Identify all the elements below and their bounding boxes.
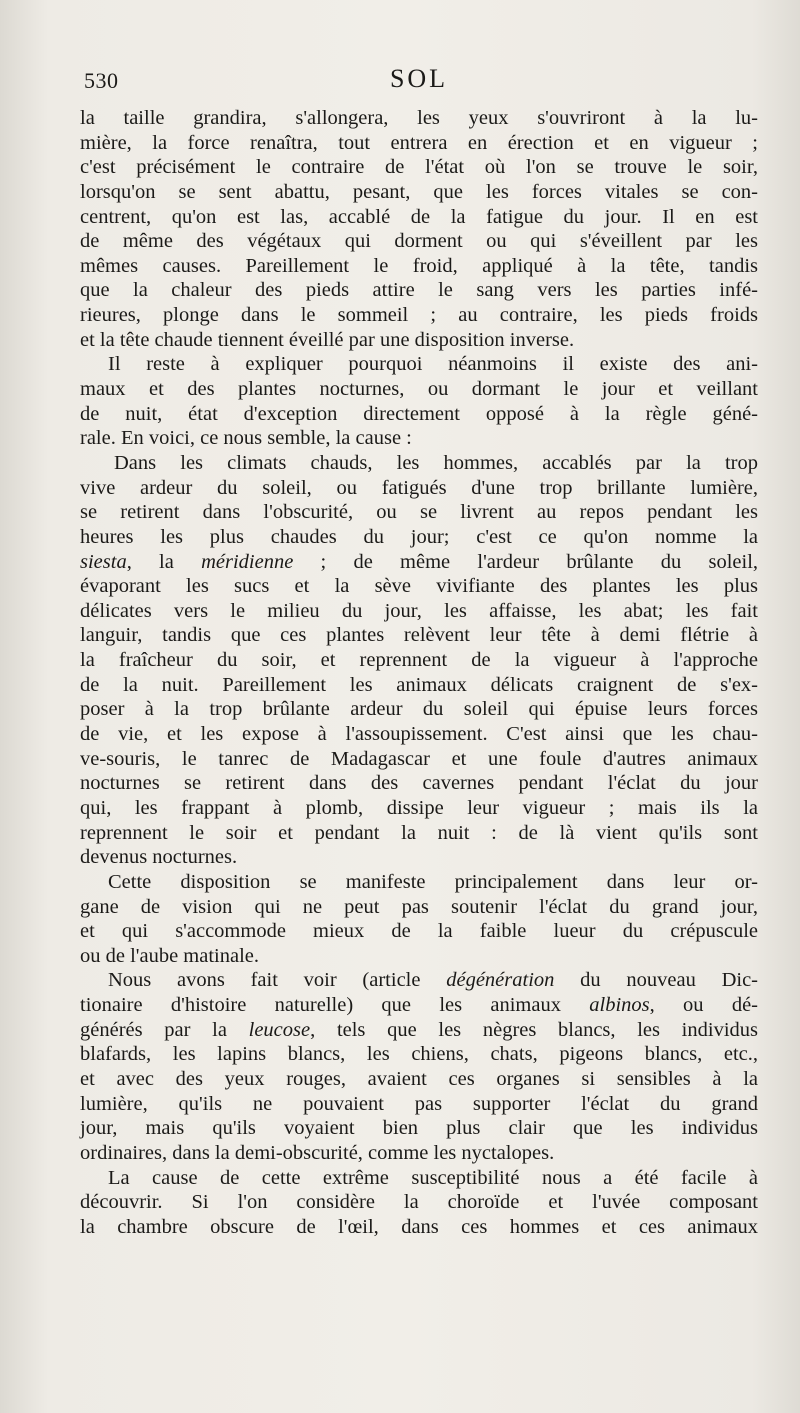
text-line: gane de vision qui ne peut pas soutenir l'éclat du grand jour,: [80, 895, 758, 918]
text-line-italic-mixed: [80, 1018, 758, 1043]
text-line: qui, les frappant à plomb, dissipe leur vigueur ; mais ils la: [80, 796, 758, 819]
running-head: [84, 64, 754, 100]
text-line: et avec des yeux rouges, avaient ces organes si sensibles à la: [80, 1067, 758, 1090]
italic-term: méridienne: [201, 550, 294, 573]
text-line: mêmes causes. Pareillement le froid, appliqué à la tête, tandis: [80, 254, 758, 277]
text-segment: générés par la: [80, 1018, 249, 1041]
text-line: de vie, et les expose à l'assoupissement. C'est ainsi que les chau-: [80, 723, 758, 746]
text-line: heures les plus chaudes du jour; c'est ce qu'on nomme la: [80, 525, 758, 548]
text-line: maux et des plantes nocturnes, ou dormant le jour et veillant: [80, 378, 758, 401]
text-line: lumière, qu'ils ne pouvaient pas supporter l'éclat du grand: [80, 1092, 758, 1115]
text-line: centrent, qu'on est las, accablé de la fatigue du jour. Il en est: [80, 205, 758, 228]
text-line: découvrir. Si l'on considère la choroïde et l'uvée composant: [80, 1191, 758, 1214]
text-segment: Nous avons fait voir (article: [108, 969, 447, 992]
text-line: reprennent le soir et pendant la nuit : de là vient qu'ils sont: [80, 821, 758, 844]
text-line: nocturnes se retirent dans des cavernes pendant l'éclat du jour: [80, 772, 758, 795]
italic-term: albinos: [589, 994, 650, 1017]
text-line: de la nuit. Pareillement les animaux délicats craignent de s'ex-: [80, 673, 758, 696]
text-line: la taille grandira, s'allongera, les yeux s'ouvriront à la lu-: [80, 107, 758, 129]
text-segment: , tels que les nègres blancs, les individus: [310, 1018, 758, 1041]
text-line: évaporant les sucs et la sève vivifiante des plantes les plus: [80, 575, 758, 598]
text-line: c'est précisément le contraire de l'état où l'on se trouve le soir,: [80, 156, 758, 179]
text-line: et la tête chaude tiennent éveillé par une disposition inverse.: [80, 328, 575, 351]
text-line: Dans les climats chauds, les hommes, accablés par la trop: [114, 451, 758, 474]
text-line: ou de l'aube matinale.: [80, 944, 260, 967]
section-title: SOL: [389, 64, 449, 93]
text-line: se retirent dans l'obscurité, ou se livrent au repos pendant les: [80, 501, 758, 524]
italic-term: siesta: [80, 550, 127, 573]
text-line: ordinaires, dans la demi-obscurité, comme les nyctalopes.: [80, 1141, 555, 1164]
text-line: ve-souris, le tanrec de Madagascar et une foule d'autres animaux: [80, 747, 758, 770]
text-line: rale. En voici, ce nous semble, la cause :: [80, 427, 412, 450]
text-line: blafards, les lapins blancs, les chiens, chats, pigeons blancs, etc.,: [80, 1043, 758, 1066]
italic-term: leucose: [248, 1018, 311, 1041]
text-line: la fraîcheur du soir, et reprennent de la vigueur à l'approche: [80, 649, 758, 672]
text-segment: , ou dé-: [649, 994, 758, 1017]
text-line: la chambre obscure de l'œil, dans ces hommes et ces animaux: [80, 1215, 758, 1238]
text-line: et qui s'accommode mieux de la faible lueur du crépuscule: [80, 920, 758, 943]
text-segment: , la: [126, 550, 202, 573]
body-text: [80, 106, 758, 1239]
text-line-italic-mixed: [80, 968, 758, 993]
italic-term: dégénération: [446, 969, 555, 992]
text-line: de nuit, état d'exception directement opposé à la règle géné-: [80, 402, 758, 425]
text-line-italic-mixed: [80, 993, 758, 1018]
text-segment: tionaire d'histoire naturelle) que les animaux: [80, 994, 590, 1017]
text-line: rieures, plonge dans le sommeil ; au contraire, les pieds froids: [80, 304, 758, 327]
text-line: poser à la trop brûlante ardeur du soleil qui épuise leurs forces: [80, 698, 758, 721]
text-line: devenus nocturnes.: [80, 846, 238, 869]
text-line: jour, mais qu'ils voyaient bien plus clair que les individus: [80, 1117, 758, 1140]
text-line: Cette disposition se manifeste principalement dans leur or-: [108, 870, 758, 893]
text-line: La cause de cette extrême susceptibilité nous a été facile à: [108, 1166, 758, 1189]
text-line-italic-mixed: [80, 550, 758, 575]
text-segment: ; de même l'ardeur brûlante du soleil,: [293, 550, 759, 573]
text-line: délicates vers le milieu du jour, les affaisse, les abat; les fait: [80, 599, 758, 622]
text-line: Il reste à expliquer pourquoi néanmoins il existe des ani-: [108, 353, 758, 376]
text-line: que la chaleur des pieds attire le sang vers les parties infé-: [80, 279, 758, 302]
page-number: 530: [84, 68, 119, 93]
text-segment: du nouveau Dic-: [554, 969, 759, 992]
text-line: de même des végétaux qui dorment ou qui s'éveillent par les: [80, 230, 758, 253]
text-line: mière, la force renaîtra, tout entrera en érection et en vigueur ;: [80, 131, 758, 154]
text-line: languir, tandis que ces plantes relèvent leur tête à demi flétrie à: [80, 624, 758, 647]
text-line: vive ardeur du soleil, ou fatigués d'une trop brillante lumière,: [80, 476, 758, 499]
text-line: lorsqu'on se sent abattu, pesant, que les forces vitales se con-: [80, 180, 758, 203]
